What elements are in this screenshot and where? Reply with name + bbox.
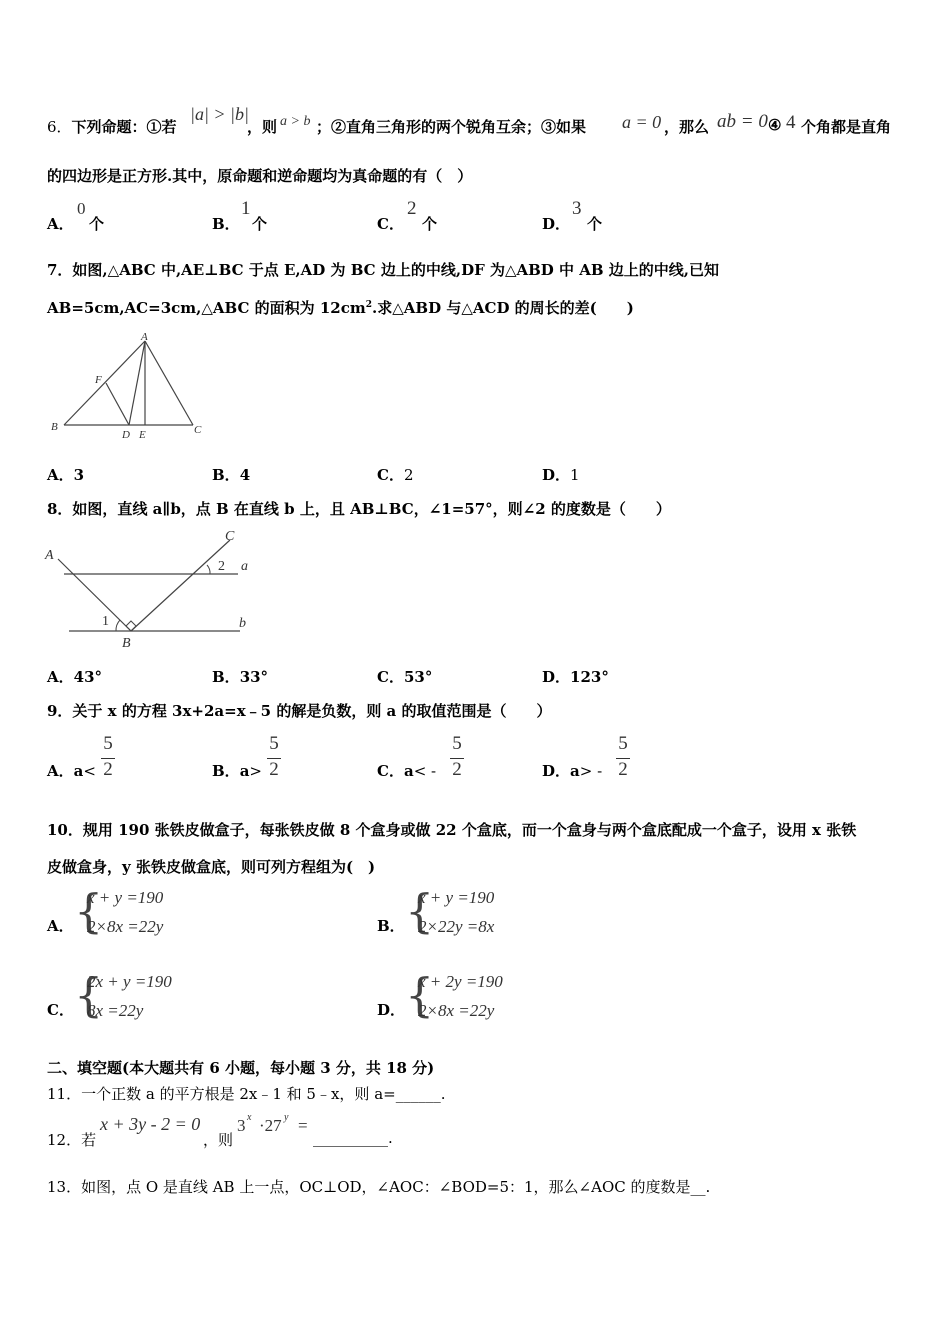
- q8-option-b-value: 33°: [239, 668, 269, 686]
- q8-label-b-point: B: [122, 636, 131, 650]
- q9-option-c-denominator: 2: [452, 759, 462, 780]
- q10-option-a-label: A．: [47, 917, 74, 935]
- q10-option-c-eq2: 8x =22y: [87, 1001, 144, 1020]
- q9-option-c-numerator: 5: [452, 733, 462, 754]
- q7-label-e: E: [139, 429, 146, 441]
- q9-option-a: [47, 760, 96, 781]
- q7-option-a-value: 3: [73, 466, 85, 484]
- q9-option-d-label: D．: [542, 762, 571, 780]
- q8-option-b: [212, 666, 268, 687]
- q7-median-ad: [129, 341, 145, 425]
- q9-line1: 9．关于 x 的方程 3x+2a=x﹣5 的解是负数，则 a 的取值范围是（ ）: [47, 702, 552, 720]
- q7-option-a: [47, 464, 84, 485]
- q8-label-c-point: C: [225, 529, 235, 544]
- q7-line1: 7．如图,△ABC 中,AE⊥BC 于点 E,AD 为 BC 边上的中线,DF 为△ABD 中 AB 边上的中线,已知: [47, 261, 720, 279]
- q12-base-3: 3: [237, 1116, 246, 1135]
- q9-option-c: [377, 760, 436, 781]
- q7-line2: [47, 297, 634, 318]
- q6-option-c-value: 2: [407, 198, 417, 219]
- q9-option-d-denominator: 2: [618, 759, 628, 780]
- q6-option-d-unit: 个: [587, 215, 603, 233]
- q12-equals: =: [298, 1116, 308, 1135]
- q8-option-a-label: A．: [47, 668, 74, 686]
- q7-label-c: C: [194, 424, 202, 436]
- q10-option-c-eq1: 2x + y =190: [87, 972, 172, 991]
- q10-option-b-eq2: 2×22y =8x: [418, 917, 495, 936]
- q6-math-a-gt-b: a > b: [280, 114, 311, 129]
- q8-option-c-label: C．: [377, 668, 404, 686]
- q6-option-a-label: A．: [47, 215, 74, 233]
- q6-line1: [47, 116, 177, 137]
- q12-then: ，则: [203, 1131, 234, 1149]
- q8-option-d: [542, 666, 609, 687]
- q6-option-d-value: 3: [572, 198, 582, 219]
- q8-label-angle-2: 2: [218, 559, 225, 574]
- q7-option-a-label: A．: [47, 466, 74, 484]
- q6-text-3: ；②直角三角形的两个锐角互余；③如果: [316, 118, 587, 136]
- q10-option-d-brace: {: [405, 968, 435, 1022]
- q10-option-a-eq2: 2×8x =22y: [87, 917, 164, 936]
- q6-option-d-label: D．: [542, 215, 571, 233]
- q7-superscript: 2: [365, 300, 373, 310]
- q9-option-a-var: a: [73, 762, 84, 780]
- q9-option-d: [542, 760, 602, 781]
- q9-option-d-rel: > -: [579, 762, 603, 780]
- q11-text: 11．一个正数 a 的平方根是 2x﹣1 和 5﹣x，则 a=______.: [47, 1085, 446, 1103]
- q6-option-a-unit: 个: [89, 215, 105, 233]
- q7-side-ac: [145, 341, 193, 425]
- q10-option-b-label: B．: [377, 917, 405, 935]
- q7-label-a: A: [141, 331, 148, 343]
- q6-text-2: ，则: [247, 118, 278, 136]
- q7-option-d-value: 1: [570, 466, 580, 484]
- q10-option-d-eq2: 2×8x =22y: [418, 1001, 495, 1020]
- q7-option-c: [377, 464, 414, 485]
- q9-option-b-numerator: 5: [269, 733, 279, 754]
- q6-option-c-unit: 个: [422, 215, 438, 233]
- q8-option-a: [47, 666, 102, 687]
- q12-exponent-x: x: [247, 1112, 252, 1123]
- q7-line2-part2: .求△ABD 与△ACD 的周长的差( ): [372, 299, 634, 317]
- q9-option-c-label: C．: [377, 762, 404, 780]
- q8-angle-1-arc: [116, 620, 120, 631]
- q9-option-a-rel: <: [83, 762, 96, 780]
- q7-side-ab: [64, 341, 145, 425]
- q7-option-d-label: D．: [542, 466, 571, 484]
- q10-option-c-label: C．: [47, 1001, 74, 1019]
- q6-option-b-label: B．: [212, 215, 240, 233]
- q8-option-b-label: B．: [212, 668, 240, 686]
- q10-option-d-eq1: x + 2y =190: [418, 972, 503, 991]
- q12-blank: __________.: [313, 1129, 393, 1147]
- q9-option-b-var: a: [239, 762, 250, 780]
- q9-option-a-numerator: 5: [103, 733, 113, 754]
- q6-option-b-value: 1: [241, 198, 251, 219]
- q7-label-b: B: [51, 421, 58, 433]
- q7-option-c-label: C．: [377, 466, 404, 484]
- q9-option-a-denominator: 2: [103, 759, 113, 780]
- q8-option-a-value: 43°: [73, 668, 103, 686]
- q10-option-b-brace: {: [405, 884, 435, 938]
- q9-option-b: [212, 760, 262, 781]
- q6-text-6: 个角都是直角: [801, 118, 892, 136]
- q10-option-a-brace: {: [74, 884, 104, 938]
- q6-math-abs-compare: |a| > |b|: [190, 104, 249, 124]
- q6-math-4: 4: [786, 112, 796, 133]
- q8-option-d-label: D．: [542, 668, 571, 686]
- q8-option-c: [377, 666, 432, 687]
- q6-math-a-eq-0: a = 0: [622, 112, 662, 132]
- q8-label-line-b: b: [239, 616, 246, 631]
- q7-option-b: [212, 464, 250, 485]
- q7-option-b-value: 4: [239, 466, 251, 484]
- q10-option-a-eq1: x + y =190: [87, 888, 164, 907]
- q6-option-b-unit: 个: [252, 215, 268, 233]
- q7-option-b-label: B．: [212, 466, 240, 484]
- q6-text-1: 下列命题：①若: [71, 118, 177, 136]
- q7-option-d: [542, 464, 580, 485]
- q6-number: 6．: [47, 118, 72, 136]
- q12-exponent-y: y: [284, 1112, 289, 1123]
- q8-option-c-value: 53°: [403, 668, 433, 686]
- q6-math-ab-eq-0: ab = 0: [717, 111, 768, 132]
- q7-line2-part1: AB=5cm,AC=3cm,△ABC 的面积为 12cm: [47, 299, 366, 317]
- q6-text-4: ，那么: [664, 118, 710, 136]
- q12-base-27: ·27: [259, 1116, 282, 1135]
- q8-segment-bc: [131, 540, 230, 631]
- q6-line2: 的四边形是正方形.其中，原命题和逆命题均为真命题的有（ ）: [47, 167, 473, 185]
- q8-label-angle-1: 1: [102, 614, 109, 629]
- q12-equation: x + 3y - 2 = 0: [100, 1114, 201, 1134]
- q9-option-d-numerator: 5: [618, 733, 628, 754]
- q9-option-b-rel: >: [249, 762, 262, 780]
- q10-option-b-eq1: x + y =190: [418, 888, 495, 907]
- q8-right-angle-mark: [126, 621, 136, 631]
- q8-angle-2-arc: [207, 565, 210, 574]
- q10-line2: 皮做盒身，y 张铁皮做盒底，则可列方程组为( ): [47, 858, 376, 876]
- q9-option-c-var: a: [403, 762, 414, 780]
- q10-option-d-label: D．: [377, 1001, 406, 1019]
- q12-number: 12．若: [47, 1131, 97, 1149]
- q8-label-line-a: a: [241, 559, 248, 574]
- q9-option-d-var: a: [570, 762, 580, 780]
- q9-option-b-label: B．: [212, 762, 240, 780]
- q8-parallel-lines-figure: [40, 525, 260, 650]
- q7-triangle-figure: [45, 330, 215, 445]
- q8-line1: 8．如图，直线 a∥b，点 B 在直线 b 上，且 AB⊥BC，∠1=57°，则∠2 的度数是（ ）: [47, 500, 671, 518]
- q6-option-a-value: 0: [77, 199, 86, 218]
- q10-line1: 10．规用 190 张铁皮做盒子，每张铁皮做 8 个盒身或做 22 个盒底，而一个盒身与两个盒底配成一个盒子，设用 x 张铁: [47, 821, 857, 839]
- q13-text: 13．如图，点 O 是直线 AB 上一点，OC⊥OD，∠AOC：∠BOD=5：1，那么∠AOC 的度数是__.: [47, 1178, 711, 1196]
- q9-option-b-denominator: 2: [269, 759, 279, 780]
- q7-option-c-value: 2: [403, 466, 414, 484]
- q9-option-c-rel: < -: [413, 762, 437, 780]
- q6-option-c-label: C．: [377, 215, 404, 233]
- q7-label-d: D: [122, 429, 130, 441]
- q7-median-df: [106, 383, 129, 425]
- q9-option-a-label: A．: [47, 762, 74, 780]
- section-2-heading: 二、填空题(本大题共有 6 小题，每小题 3 分，共 18 分): [47, 1059, 435, 1077]
- q6-text-5: ④: [768, 116, 782, 134]
- q8-label-a-point: A: [45, 548, 54, 563]
- q7-label-f: F: [95, 374, 102, 386]
- q10-option-c-brace: {: [74, 968, 104, 1022]
- q8-option-d-value: 123°: [570, 668, 609, 686]
